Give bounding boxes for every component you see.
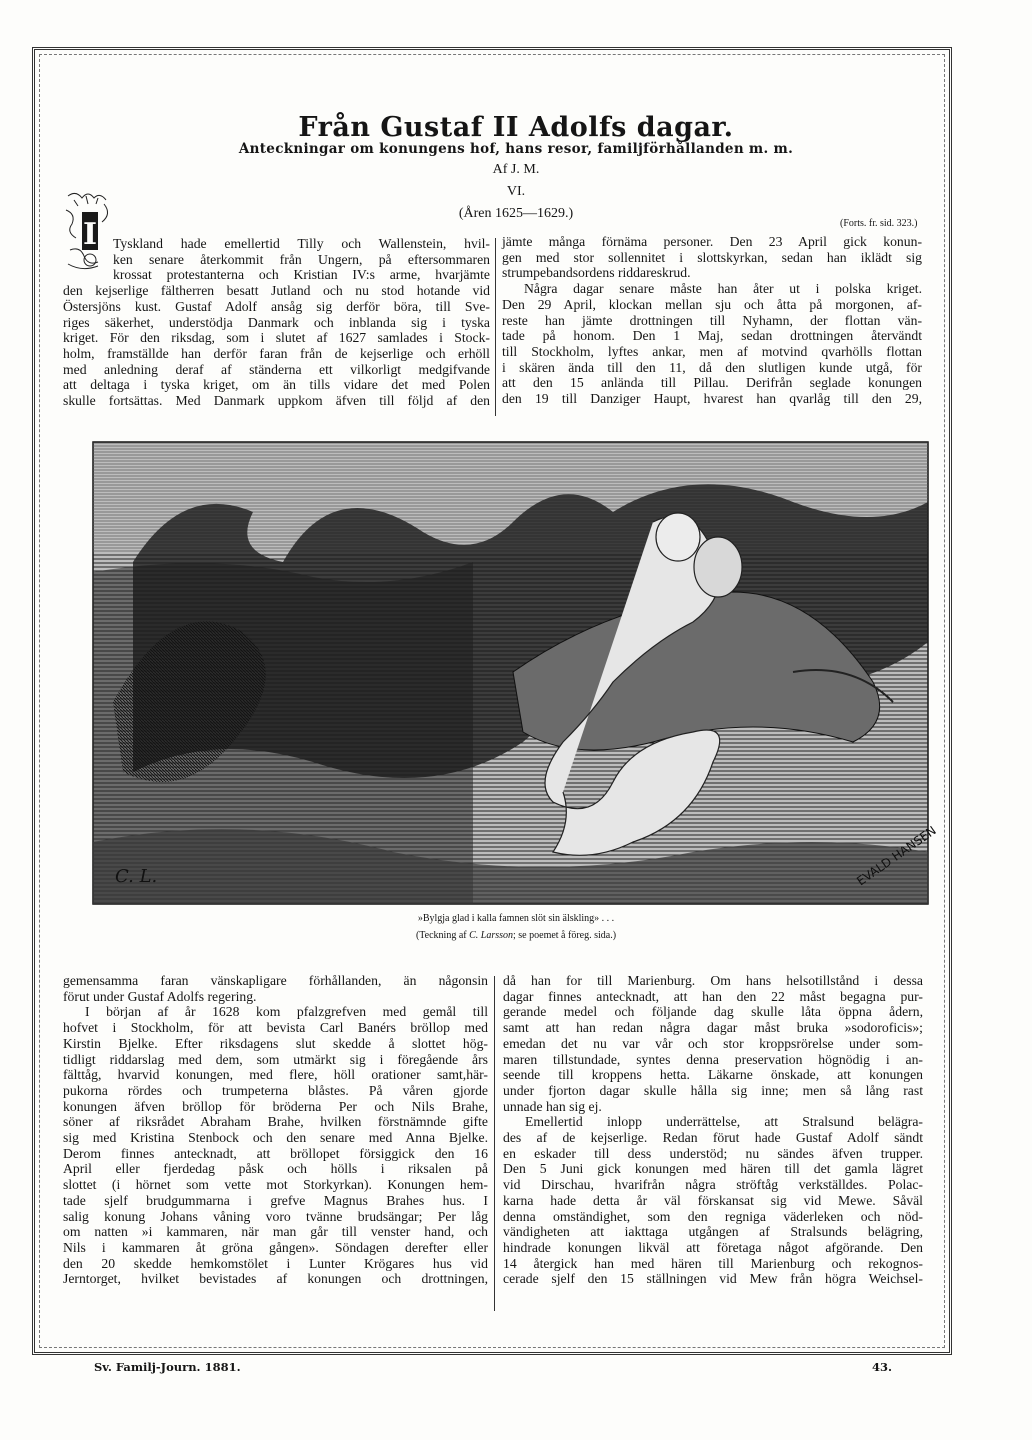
bottom-right-lines-line: cerade sjelf den 15 ställningen vid Mew från högra Weichsel- <box>503 1271 923 1287</box>
bottom-right-lines-line: des af de kejserlige. Redan förut hade Gustaf Adolf sändt <box>503 1130 923 1146</box>
bottom-left-lines-line: hofvet i Stockholm, för att bevista Carl Banérs bröllop med <box>63 1020 488 1036</box>
article-author: Af J. M. <box>492 162 540 177</box>
section-number: VI. <box>506 184 526 199</box>
top-left-lines-line: Tyskland hade emellertid Tilly och Wallenstein, hvil- <box>113 236 490 251</box>
bottom-left-lines-line: Kirstin Bjelke. Efter riksdagens slut skedde å slottet hög- <box>63 1035 488 1051</box>
top-right-lines-line: tade på honom. Den 1 Maj, sedan drottningen återvändt <box>502 328 922 344</box>
section-years: (Åren 1625—1629.) <box>458 206 574 221</box>
top-left-lines-line: riges säkerhet, understödja Danmark och inblanda sig i tyska <box>63 314 490 330</box>
top-right-lines-line: strumpebandsordens riddareskrud. <box>502 265 691 281</box>
top-right-lines-line: att den 15 anlända till Pillau. Derifrån seglade konungen <box>502 375 922 391</box>
bottom-left-lines-line: Jerntorget, hvilket bevistades af konungen och drottningen, <box>63 1271 488 1287</box>
top-left-lines-line: Östersjöns kust. Gustaf Adolf ansåg sig derför böra, till Sve- <box>63 298 490 314</box>
figure-king-head <box>694 537 742 597</box>
bottom-left-lines-line: tidligt riddarslag med dem, som utmärkt sig i föregående års <box>63 1051 488 1067</box>
top-left-lines-line: krossat protestanterna och Kristian IV:s arme, hvarjämte <box>113 267 490 283</box>
bottom-right-lines-line: då han for till Marienburg. Om hans helsotillstånd i dessa <box>503 973 923 988</box>
bottom-right-lines-line: under fjorton dagar skulle hålla sig inne; men så lång rast <box>503 1082 923 1098</box>
top-left-lines-line: den kejserlige fältherren besatt Jutland och nu stod hotande vid <box>63 283 490 299</box>
bottom-left-lines-line: Nils i kammaren åt gröna gången». Söndagen derefter eller <box>63 1239 488 1255</box>
bottom-right-lines-line: hindrade konungen likväl att företaga något afgörande. Den <box>503 1239 923 1255</box>
bottom-left-lines-line: förut under Gustaf Adolfs regering. <box>63 988 257 1004</box>
engraving-illustration <box>93 442 939 904</box>
top-left-lines-line: med anledning deraf af ständerna ett vilkorligt medgifvande <box>63 361 490 377</box>
column-rule-top <box>495 238 496 416</box>
bottom-left-lines-line: pukorna rördes och trumpeterna blåstes. På våren gjorde <box>63 1082 488 1098</box>
article-title: Från Gustaf II Adolfs dagar. <box>298 112 734 143</box>
bottom-left-lines-line: söner af riksrådet Abraham Brahe, hvilken förstnämnde gifte <box>63 1114 488 1130</box>
bottom-right-lines-line: unnade han sig ej. <box>503 1098 602 1114</box>
bottom-left-lines-line: sig med Kristina Stenbock och den senare med Anna Bjelke. <box>63 1130 488 1146</box>
top-right-lines-line: gen med stor sollennitet i slottskyrkan, sedan han iklädt sig <box>502 249 922 265</box>
bottom-right-lines-line: vändigheten att iakttaga utgången af Stralsunds belägring, <box>503 1224 923 1240</box>
bottom-left-lines-line: April eller fjerdedag påsk och hölls i riksalen på <box>63 1161 488 1177</box>
bottom-right-lines-line: vid Dirschau, hvarifrån några ströftåg verkställdes. Polac- <box>503 1177 923 1193</box>
bottom-left-lines-line: den 20 skedde hemkomstölet i Lunter Krögares hus vid <box>63 1255 488 1271</box>
bottom-right-lines-line: denna omständighet, som den regniga väderleken och nöd- <box>503 1208 923 1224</box>
top-left-column <box>63 236 490 409</box>
bottom-right-lines-line: dagar finnes antecknadt, att han den 22 måst begagna pur- <box>503 988 923 1004</box>
footer-journal: Sv. Familj-Journ. 1881. <box>94 1360 241 1374</box>
bottom-left-lines-line: tade sjelf brudgummarna i grefve Magnus Brahes hus. I <box>63 1192 488 1208</box>
bottom-right-lines-line: maren tillstundade, syntes denna preservation högnödig i an- <box>503 1051 923 1067</box>
top-left-lines-line: kriget. För den riksdag, som i slutet af 1627 samlades i Stock- <box>63 330 490 346</box>
bottom-left-column <box>63 973 488 1287</box>
bottom-right-lines-line: samt att han redan några dagar måst bruka »sodoroficis»; <box>503 1020 923 1036</box>
bottom-right-lines-line: emedan det nu var vår och stor kroppsrörelse under som- <box>503 1035 923 1051</box>
dropcap-letter: I <box>82 217 98 252</box>
bottom-left-lines-line: om natten »i kammaren, när man går till venster hand, och <box>63 1224 488 1240</box>
bottom-left-lines-line: fälttåg, hvarvid konungen, med flere, höll orationer samt,här- <box>63 1067 488 1083</box>
illustration-caption: »Bylgja glad i kalla famnen slöt sin älskling» . . . <box>417 913 615 924</box>
top-right-column <box>502 234 922 407</box>
bottom-right-lines-line: 14 återgick han med hären till Marienburg och rekognos- <box>503 1255 923 1271</box>
bottom-right-lines-line: gerande medel och följande dag skulle låta öppna ådern, <box>503 1004 923 1020</box>
bottom-right-column <box>503 973 923 1287</box>
bottom-right-lines-line: karna hade detta år väl förskansat sig vid Mewe. Såväl <box>503 1192 923 1208</box>
top-right-lines-line: Några dagar senare måste han åter ut i polska kriget. <box>524 281 922 297</box>
bottom-left-lines-line: slottet (i hörnet som vette mot Storkyrkan). Konungen hem- <box>63 1177 488 1193</box>
top-right-lines-line: i skären ända till den 11, då den slutligen kunde utgå, för <box>502 359 922 375</box>
top-right-lines-line: till Stockholm, lyftes ankar, men af motvind qvarhölls flottan <box>502 343 922 359</box>
continued-note: (Forts. fr. sid. 323.) <box>840 218 918 229</box>
bottom-left-lines-line: Derom finnes antecknadt, att bröllopet försiggick den 16 <box>63 1145 488 1161</box>
bottom-right-lines-line: seende till kroppens hetta. Läkarne önskade, att konungen <box>503 1067 923 1083</box>
bottom-left-lines-line: gemensamma faran vänskapligare förhållanden, än någonsin <box>63 973 488 988</box>
article-subtitle: Anteckningar om konungens hof, hans resor, familjförhållanden m. m. <box>238 141 794 157</box>
column-rule-bottom <box>494 976 495 1311</box>
bottom-right-lines-line: Emellertid inlopp underrättelse, att Stralsund belägra- <box>525 1114 923 1130</box>
illustration-credit: (Teckning af C. Larsson; se poemet å föreg. sida.) <box>415 930 617 941</box>
bottom-left-lines-line: konungen äfven bröllop för bröderna Per och Nils Brahe, <box>63 1098 488 1114</box>
top-left-lines-line: att deltaga i tyska kriget, om än tills vidare det med Polen <box>63 377 490 393</box>
footer-page-number: 43. <box>872 1360 893 1374</box>
top-left-lines-line: skulle fortsättas. Med Danmark uppkom äfven till följd af den <box>63 393 490 409</box>
bottom-right-lines-line: Den 5 Juni gick konungen med hären till det gamla lägret <box>503 1161 923 1177</box>
top-right-lines-line: Den 29 April, klockan mellan sju och åtta på morgonen, af- <box>502 296 922 312</box>
top-right-lines-line: jämte många förnäma personer. Den 23 April gick konun- <box>502 234 922 249</box>
bottom-left-lines-line: salig konung Johans våning voro tvänne brudsängar; Per låg <box>63 1208 488 1224</box>
bottom-left-lines-line: I början af år 1628 kom pfalzgrefven med gemål till <box>85 1004 488 1020</box>
top-right-lines-line: reste han jämte drottningen till Nyhamn, der flottan vän- <box>502 312 922 328</box>
illustration-signature-right: EVALD HANSEN <box>854 823 939 889</box>
illustration-signature-left: C. L. <box>115 866 158 887</box>
top-left-lines-line: holm, framställde han derför faran från de kejserlige och erhöll <box>63 345 490 361</box>
top-left-lines-line: ken senare återkommit från Ungern, på eftersommaren <box>113 251 490 267</box>
top-right-lines-line: den 19 till Danziger Haupt, hvarest han qvarlåg till den 29, <box>502 391 922 407</box>
bottom-right-lines-line: en eskader till dess understöd; nu sändes äfven trupper. <box>503 1145 923 1161</box>
